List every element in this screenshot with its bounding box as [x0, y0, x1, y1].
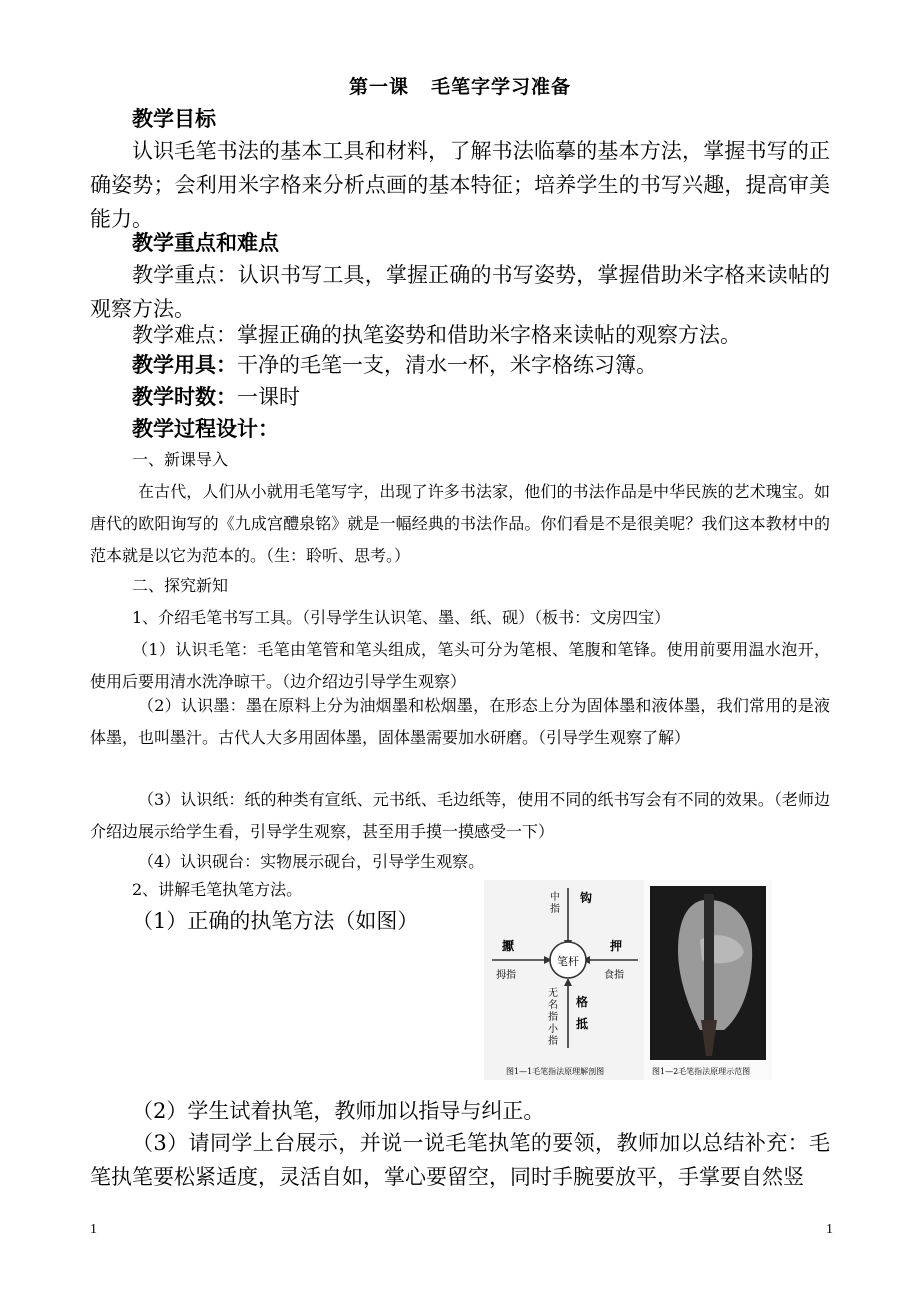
objectives-heading: 教学目标 [132, 106, 216, 131]
grip-photo-svg [644, 880, 772, 1080]
teaching-tools [90, 348, 830, 382]
center-label: 笔杆 [557, 955, 579, 968]
teaching-hours [90, 380, 830, 414]
part2-heading: 二、探究新知 [132, 576, 229, 595]
item1: 1、介绍毛笔书写工具。（引导学生认识笔、墨、纸、砚）（板书：文房四宝） [132, 608, 671, 627]
footer-page-right: 1 [826, 1222, 833, 1237]
resist-label: 格抵 [576, 995, 589, 1031]
lesson-name: 毛笔字学习准备 [431, 76, 572, 98]
hook-label: 钩 [580, 891, 593, 905]
press-index-label: 押 [610, 939, 623, 953]
item2-student-try: （2）学生试着执笔，教师加以指导与纠正。 [132, 1099, 545, 1123]
footer-page-left: 1 [90, 1222, 97, 1237]
item1-paper: （3）认识纸：纸的种类有宣纸、元书纸、毛边纸等，使用不同的纸书写会有不同的效果。（老师边介绍边展示给学生看，引导学生观察，甚至用手摸一摸感受一下） [90, 790, 830, 841]
middle-finger-label: 中指 [550, 892, 560, 915]
caption-2: 图1—2毛笔指法原理示范图 [652, 1067, 751, 1076]
part1-heading: 一、新课导入 [132, 450, 229, 469]
lesson-number: 第一课 [348, 76, 409, 98]
grip-photo [644, 880, 772, 1080]
item1-brush: （1）认识毛笔：毛笔由笔管和笔头组成，笔头可分为笔根、笔腹和笔锋。使用前要用温水泡开，使用后要用清水洗净晾干。（边介绍边引导学生观察） [90, 640, 830, 691]
ring-little-finger-label: 无名指小指 [548, 988, 558, 1047]
keypoints-heading: 教学重点和难点 [132, 230, 279, 255]
tools-text: 干净的毛笔一支，清水一杯，米字格练习簿。 [237, 353, 657, 377]
item2: 2、讲解毛笔执笔方法。 [132, 880, 303, 899]
hours-label: 教学时数： [132, 384, 237, 409]
index-finger-label: 食指 [604, 970, 624, 981]
item2-correct-method: （1）正确的执笔方法（如图） [132, 909, 419, 933]
press-thumb-label: 擫 [502, 939, 515, 953]
item1-ink: （2）认识墨：墨在原料上分为油烟墨和松烟墨，在形态上分为固体墨和液体墨，我们常用的是液体墨，也叫墨汁。古代人大多用固体墨，固体墨需要加水研磨。（引导学生观察了解） [90, 696, 830, 747]
hard-point-text: 教学难点：掌握正确的执笔姿势和借助米字格来读帖的观察方法。 [132, 323, 741, 347]
key-point-text: 教学重点：认识书写工具，掌握正确的书写姿势，掌握借助米字格来读帖的观察方法。 [90, 263, 830, 321]
item2-summary: （3）请同学上台展示，并说一说毛笔执笔的要领，教师加以总结补充：毛笔执笔要松紧适度，灵活自如，掌心要留空，同时手腕要放平，手掌要自然竖 [90, 1131, 830, 1189]
page-title [0, 72, 920, 99]
grip-diagram-svg [484, 880, 644, 1080]
objectives-body: 认识毛笔书法的基本工具和材料，了解书法临摹的基本方法，掌握书写的正确姿势；会利用米字格来分析点画的基本特征；培养学生的书写兴趣，提高审美能力。 [90, 139, 830, 231]
thumb-label: 拇指 [496, 970, 516, 981]
caption-1: 图1—1毛笔指法原理解剖图 [506, 1067, 605, 1076]
item1-inkstone: （4）认识砚台：实物展示砚台，引导学生观察。 [138, 852, 485, 871]
tools-label: 教学用具： [132, 352, 237, 377]
process-heading: 教学过程设计： [132, 416, 279, 441]
part1-body: 在古代，人们从小就用毛笔写字，出现了许多书法家，他们的书法作品是中华民族的艺术瑰宝。如唐代的欧阳询写的《九成宫醴泉铭》就是一幅经典的书法作品。你们看是不是很美呢？我们这本教材中的范本就是以它为范本的。（生：聆听、思考。） [90, 482, 830, 565]
hours-text: 一课时 [237, 385, 300, 409]
